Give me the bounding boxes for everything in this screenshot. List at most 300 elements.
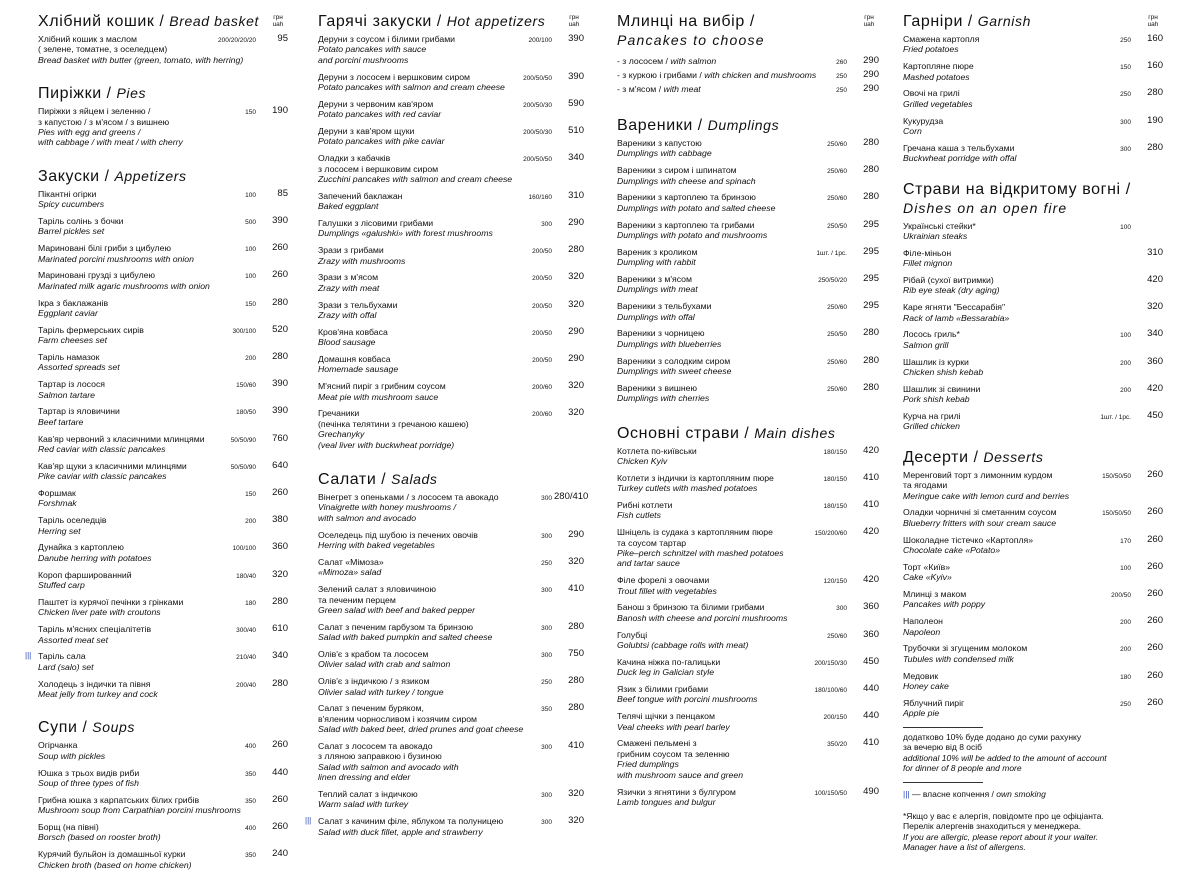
item-name-en: Trout fillet with vegetables xyxy=(617,585,717,596)
item-weight: 300 xyxy=(541,495,552,503)
item-weight: 500 xyxy=(245,219,256,227)
menu-item xyxy=(903,562,1163,583)
menu-item xyxy=(617,787,879,808)
item-weight: 200/60 xyxy=(532,384,552,392)
item-price: 390 xyxy=(272,378,288,390)
item-name: Курячий бульйон із домашньої курки xyxy=(38,849,186,860)
menu-item xyxy=(318,272,584,293)
item-weight: 180/100/60 xyxy=(814,687,847,695)
item-name: Картопляне пюре xyxy=(903,61,974,72)
section-title-uk: Супи xyxy=(38,719,78,737)
item-price: 520 xyxy=(272,323,288,335)
item-name: Таріль оселедців xyxy=(38,515,107,526)
item-weight: 350 xyxy=(245,797,256,805)
item-price: 320 xyxy=(568,787,584,799)
item-name-en: Salad with baked beet, dried prunes and goat cheese xyxy=(318,724,524,735)
item-weight: 180 xyxy=(245,599,256,607)
item-weight: 150 xyxy=(245,300,256,308)
item-name-en: Dumplings with offal xyxy=(617,311,695,322)
section-title xyxy=(617,12,879,50)
item-name: Голубці xyxy=(617,629,648,640)
item-price: 290 xyxy=(568,217,584,229)
menu-item xyxy=(318,99,584,120)
item-name: Українські стейки* xyxy=(903,220,976,231)
item-name-en: Chicken Kyiv xyxy=(617,456,668,467)
item-price: 360 xyxy=(1147,355,1163,367)
item-price: 320 xyxy=(568,380,584,392)
item-price: 490 xyxy=(863,785,879,797)
menu-item xyxy=(903,411,1163,432)
item-list xyxy=(903,470,1163,719)
item-price: 340 xyxy=(568,152,584,164)
item-name-en: Apple pie xyxy=(903,708,940,719)
item-name-en: Assorted spreads set xyxy=(38,362,120,373)
item-name: Вареники з картоплею та грибами xyxy=(617,219,755,230)
menu-item xyxy=(318,789,584,810)
section-title-en: Pancakes to choose xyxy=(617,32,765,48)
item-name-en: Meat jelly from turkey and cock xyxy=(38,688,158,699)
menu-item xyxy=(617,602,879,623)
item-name-en: Meringue cake with lemon curd and berries xyxy=(903,490,1070,501)
menu-item xyxy=(38,352,288,373)
item-list xyxy=(617,446,879,808)
item-name: Огірчанка xyxy=(38,740,78,751)
section-title: Вареники / Dumplings xyxy=(617,117,780,134)
section-title-en: Appetizers xyxy=(114,167,187,184)
item-name: Салат з качиним філе, яблуком та полуницею xyxy=(318,816,504,827)
item-name-en: Potato pancakes with sauce xyxy=(318,44,427,55)
item-weight: 200 xyxy=(1120,619,1131,627)
menu-item xyxy=(318,153,584,184)
item-weight: 300 xyxy=(541,743,552,751)
menu-item xyxy=(318,622,584,643)
item-name-en-line2: with mushroom sauce and green xyxy=(617,769,744,780)
item-name: Салат «Мімоза» xyxy=(318,556,384,567)
item-name-en: Potato pancakes with salmon and cream cheese xyxy=(318,82,505,93)
item-name: Зрази з тельбухами xyxy=(318,299,398,310)
item-price: 260 xyxy=(272,739,288,751)
item-weight: 180/150 xyxy=(823,475,847,483)
item-price: 290 xyxy=(863,83,879,94)
menu-item xyxy=(318,408,584,450)
item-name-en: Eggplant caviar xyxy=(38,308,98,319)
item-name: Деруни з соусом і білими грибами xyxy=(318,34,456,44)
item-weight: 150/50/50 xyxy=(1102,510,1131,518)
item-name: Мариновані грузді з цибулею xyxy=(38,270,156,281)
item-weight: 250 xyxy=(1120,700,1131,708)
menu-item xyxy=(903,88,1163,109)
menu-item xyxy=(38,740,288,761)
own-smoking-mark: ||| xyxy=(903,788,910,799)
item-weight: 200/50 xyxy=(532,329,552,337)
item-price: 420 xyxy=(863,574,879,586)
item-name-en: Grechanyky xyxy=(318,429,365,440)
item-name-en: Salad with salmon and avocado with xyxy=(318,761,459,772)
currency-uk: грн xyxy=(864,14,874,21)
item-name: Зрази з м'ясом xyxy=(318,272,379,283)
menu-item xyxy=(38,795,288,816)
item-price: 360 xyxy=(272,541,288,553)
divider xyxy=(903,782,983,783)
item-name: Вінегрет з опеньками / з лососем та авокадо xyxy=(318,492,499,503)
section-title-uk: Страви на відкритому вогні / xyxy=(903,180,1131,198)
item-weight: 200/50/50 xyxy=(523,74,552,82)
item-name: Салат з лососем та авокадо xyxy=(318,740,433,751)
item-price: 390 xyxy=(272,405,288,417)
item-name-en: Farm cheeses set xyxy=(38,335,108,346)
item-price: 320 xyxy=(1147,301,1163,313)
item-name: Тартар із лосося xyxy=(38,379,105,390)
item-weight: 350/20 xyxy=(827,741,847,749)
item-weight: 200/50/30 xyxy=(523,129,552,137)
item-name-en: Lard (salo) set xyxy=(38,661,94,672)
menu-item xyxy=(38,461,288,482)
item-weight: 180 xyxy=(1120,673,1131,681)
item-price: 390 xyxy=(568,70,584,82)
item-price: 260 xyxy=(1147,615,1163,627)
item-name-en: Potato pancakes with red caviar xyxy=(318,109,442,120)
item-name: Шашлик із курки xyxy=(903,356,969,367)
menu-item xyxy=(38,515,288,536)
item-name: Домашня ковбаса xyxy=(318,354,391,365)
section-pancakes xyxy=(617,12,879,96)
item-name: - з м'ясом / xyxy=(617,84,662,94)
item-name: Трубочки зі згущеним молоком xyxy=(903,643,1028,654)
menu-section xyxy=(617,424,879,808)
item-weight: 1шт. / 1pc. xyxy=(816,249,847,257)
item-name-en: Bread basket with butter (green, tomato, with herring) xyxy=(38,54,244,65)
item-weight: 150 xyxy=(245,491,256,499)
item-weight: 350 xyxy=(245,770,256,778)
menu-item xyxy=(38,597,288,618)
section-title-en: Bread basket xyxy=(169,13,259,29)
menu-item xyxy=(903,248,1163,269)
item-list xyxy=(903,34,1163,164)
menu-item xyxy=(617,220,879,241)
menu-section xyxy=(903,12,1163,164)
item-name: Шашлик зі свинини xyxy=(903,383,981,394)
item-weight: 150/60 xyxy=(236,382,256,390)
item-name-en: Warm salad with turkey xyxy=(318,799,409,810)
item-weight: 250/60 xyxy=(827,168,847,176)
allergy-note-uk-line2: Перелік алергенів знаходиться у менеджера. xyxy=(903,821,1082,832)
item-price: 260 xyxy=(272,269,288,281)
item-weight: 1шт. / 1pc. xyxy=(1100,414,1131,422)
item-name: Юшка з трьох видів риби xyxy=(38,767,140,778)
item-name-en: Beef tartare xyxy=(38,416,84,427)
item-price: 280 xyxy=(863,327,879,339)
item-name: Кукурудза xyxy=(903,115,944,126)
item-weight: 250 xyxy=(836,73,847,80)
item-name: М'ясний пиріг з грибним соусом xyxy=(318,381,446,392)
item-list xyxy=(38,106,288,148)
item-price: 260 xyxy=(1147,506,1163,518)
item-price: 260 xyxy=(1147,468,1163,480)
item-weight: 180/40 xyxy=(236,572,256,580)
item-price: 160 xyxy=(1147,33,1163,44)
item-price: 320 xyxy=(568,815,584,827)
item-name-en: Zrazy with meat xyxy=(318,282,380,293)
menu-item xyxy=(38,406,288,427)
menu-item xyxy=(318,530,584,551)
item-name-en: Baked eggplant xyxy=(318,201,379,212)
menu-item xyxy=(617,192,879,213)
item-name-en: «Mimoza» salad xyxy=(318,567,382,578)
item-weight: 300 xyxy=(541,532,552,540)
section-title-en: Desserts xyxy=(983,448,1044,465)
item-name: Деруни з червоним кав'яром xyxy=(318,98,434,109)
allergy-note-en-line2: Manager have a list of allergens. xyxy=(903,842,1026,853)
item-name: Вареники з вишнею xyxy=(617,382,697,393)
item-name-en: Fried dumplings xyxy=(617,759,679,770)
item-name-en: Dumplings «galushki» with forest mushrooms xyxy=(318,228,493,239)
menu-item xyxy=(903,221,1163,242)
item-price: 410 xyxy=(568,583,584,595)
item-weight: 300 xyxy=(541,651,552,659)
item-name-en: Ukrainian steaks xyxy=(903,231,968,242)
item-name: Грибна юшка з карпатських білих грибів xyxy=(38,794,200,805)
menu-item xyxy=(617,301,879,322)
item-weight: 250/50/20 xyxy=(818,277,847,285)
item-name-line2: та печеним перцем xyxy=(318,594,396,605)
item-weight: 350 xyxy=(541,706,552,714)
item-name-line2: з лляною заправкою і бузиною xyxy=(318,751,442,762)
item-name-en: Zucchini pancakes with salmon and cream cheese xyxy=(318,174,513,185)
item-weight: 250/60 xyxy=(827,195,847,203)
menu-item xyxy=(318,34,584,65)
item-weight: 200/100 xyxy=(528,37,552,44)
section-title-uk: Десерти xyxy=(903,448,969,466)
item-weight: 200/50/30 xyxy=(523,101,552,109)
item-name: Вареники з чорницею xyxy=(617,328,705,339)
item-name: Оладки чорничні зі сметанним соусом xyxy=(903,507,1057,518)
item-name-en-line2: with salmon and avocado xyxy=(318,512,417,523)
menu-item xyxy=(318,741,584,783)
item-name-line2: (печінка телятини з гречаною кашею) xyxy=(318,418,469,429)
menu-item xyxy=(38,106,288,148)
item-weight: 100 xyxy=(245,191,256,199)
item-weight: 300/40 xyxy=(236,627,256,635)
item-price: 310 xyxy=(568,189,584,201)
section-title-uk: Закуски xyxy=(38,167,100,185)
item-price: 450 xyxy=(863,655,879,667)
item-name-en-line2: and porcini mushrooms xyxy=(318,54,409,65)
item-name-en: Herring with baked vegetables xyxy=(318,540,435,551)
item-weight: 200 xyxy=(1120,386,1131,394)
item-weight: 200/50 xyxy=(532,302,552,310)
item-name-en: Dumplings with meat xyxy=(617,284,698,295)
item-name-en: Dumplings with potato and salted cheese xyxy=(617,202,776,213)
menu-item xyxy=(38,325,288,346)
item-weight: 50/50/90 xyxy=(230,436,256,444)
item-name: Таріль сала xyxy=(38,651,86,662)
item-price: 320 xyxy=(568,555,584,567)
item-name-en-line2: with cabbage / with meat / with cherry xyxy=(38,137,183,148)
section-title-en: Dumplings xyxy=(707,117,780,133)
item-name-en: Pancakes with poppy xyxy=(903,599,986,610)
item-price: 420 xyxy=(863,444,879,456)
item-price: 290 xyxy=(568,325,584,337)
item-name: Деруни з лососем і вершковим сиром xyxy=(318,71,470,82)
item-price: 610 xyxy=(272,623,288,635)
divider xyxy=(903,727,983,728)
item-weight: 300 xyxy=(1120,145,1131,153)
item-price: 240 xyxy=(272,848,288,860)
item-name-en: Salmon tartare xyxy=(38,389,95,400)
menu-section xyxy=(903,448,1163,719)
item-name-en: Forshmak xyxy=(38,498,77,509)
menu-item xyxy=(903,507,1163,528)
item-name: Форшмак xyxy=(38,488,76,499)
item-name: Вареники з капустою xyxy=(617,138,702,148)
item-name-en: Chicken broth (based on home chicken) xyxy=(38,859,192,870)
item-price: 450 xyxy=(1147,410,1163,422)
item-weight: 200/150/30 xyxy=(814,659,847,667)
item-name-en: with meat xyxy=(663,84,701,94)
menu-item xyxy=(318,300,584,321)
menu-item xyxy=(38,34,288,65)
menu-item xyxy=(617,684,879,705)
menu-section xyxy=(617,116,879,404)
item-weight: 250 xyxy=(1120,37,1131,44)
item-weight: 100 xyxy=(245,273,256,281)
item-weight: 200 xyxy=(1120,646,1131,654)
item-price: 295 xyxy=(863,245,879,257)
menu-item xyxy=(903,616,1163,637)
item-weight: 300 xyxy=(541,221,552,229)
menu-item xyxy=(25,650,288,672)
menu-item xyxy=(318,584,584,615)
service-note-uk: додатково 10% буде додано до суми рахунку xyxy=(903,731,1082,742)
item-name: Вареники з тельбухами xyxy=(617,301,712,312)
item-name: Деруни з кав'яром щуки xyxy=(318,126,415,137)
menu-column-4 xyxy=(903,12,1163,853)
section-title-en: Main dishes xyxy=(754,424,836,441)
menu-item xyxy=(38,189,288,210)
item-name-en: Fish cutlets xyxy=(617,510,661,521)
item-weight: 300 xyxy=(541,791,552,799)
item-price: 295 xyxy=(863,273,879,285)
item-name-en: Red caviar with classic pancakes xyxy=(38,444,166,455)
item-name: Банош з бринзою та білими грибами xyxy=(617,602,765,613)
menu-item xyxy=(617,274,879,295)
item-name: Котлета по-київськи xyxy=(617,445,697,456)
item-weight: 210/40 xyxy=(236,654,256,662)
item-price: 280/410 xyxy=(554,491,589,503)
menu-item xyxy=(617,446,879,467)
menu-item xyxy=(903,535,1163,556)
section-title-uk: Гарячі закуски xyxy=(318,13,432,30)
item-weight: 300 xyxy=(541,624,552,632)
item-price: 260 xyxy=(272,487,288,499)
item-name-en: Salad with baked pumpkin and salted cheese xyxy=(318,632,493,643)
item-name: Курча на грилі xyxy=(903,411,961,422)
item-price: 590 xyxy=(568,97,584,109)
item-price: 340 xyxy=(272,650,288,662)
own-smoking-text-en: own smoking xyxy=(996,788,1046,799)
item-price: 280 xyxy=(1147,87,1163,99)
menu-item xyxy=(903,589,1163,610)
menu-item xyxy=(38,379,288,400)
item-weight: 250 xyxy=(1120,91,1131,99)
menu-item xyxy=(903,384,1163,405)
item-weight: 200/20/20/20 xyxy=(218,37,256,44)
item-name: Смажена картопля xyxy=(903,34,980,44)
item-name-en-line2: and tartar sauce xyxy=(617,558,680,569)
menu-item xyxy=(617,527,879,569)
item-name-line2: та соусом тартар xyxy=(617,537,687,548)
item-weight: 100 xyxy=(1120,223,1131,231)
menu-section xyxy=(38,12,288,65)
menu-item xyxy=(617,473,879,494)
menu-item xyxy=(903,275,1163,296)
own-smoking-mark: ||| xyxy=(305,816,312,826)
item-name: Зрази з грибами xyxy=(318,245,384,256)
menu-section xyxy=(38,84,288,148)
item-name-en: Golubtsi (cabbage rolls with meat) xyxy=(617,640,749,651)
item-name-en: Soup of three types of fish xyxy=(38,777,139,788)
item-weight: 100/100 xyxy=(232,545,256,553)
section-title-uk: Млинці на вибір / xyxy=(617,13,755,30)
menu-item xyxy=(318,191,584,212)
item-name-en: Mushroom soup from Carpathian porcini mushrooms xyxy=(38,805,241,816)
item-price: 280 xyxy=(1147,141,1163,153)
currency-label xyxy=(1143,14,1163,28)
item-price: 280 xyxy=(863,191,879,203)
item-name: Шоколадне тістечко «Картопля» xyxy=(903,534,1034,545)
item-price: 410 xyxy=(568,739,584,751)
item-price: 280 xyxy=(863,354,879,366)
item-name-en: Buckwheat porridge with offal xyxy=(903,153,1017,164)
menu-item xyxy=(903,470,1163,501)
item-name: Вареники з сиром і шпинатом xyxy=(617,165,737,176)
section-title: Гарніри / Garnish xyxy=(903,13,1031,30)
item-name: Галушки з лісовими грибами xyxy=(318,218,434,229)
menu-item xyxy=(318,649,584,670)
item-name-line2: ( зелене, томатне, з оселедцем) xyxy=(38,44,168,55)
item-name-en: Tubules with condensed milk xyxy=(903,653,1014,664)
item-name: Кав'яр червоний з класичними млинцями xyxy=(38,433,205,444)
item-name: Таріль фермерських сирів xyxy=(38,324,144,335)
item-name-en: Dumplings with cabbage xyxy=(617,148,712,159)
item-price: 640 xyxy=(272,459,288,471)
menu-item xyxy=(617,165,879,186)
item-weight: 200 xyxy=(245,355,256,363)
currency-uk: грн xyxy=(273,14,283,21)
item-price: 280 xyxy=(863,137,879,148)
item-name: Кров'яна ковбаса xyxy=(318,326,388,337)
item-name: Кав'яр щуки з класичними млинцями xyxy=(38,460,187,471)
item-name-en: Zrazy with mushrooms xyxy=(318,255,406,266)
menu-item xyxy=(318,381,584,402)
item-name: Оладки з кабачків xyxy=(318,153,391,164)
item-price: 380 xyxy=(272,514,288,526)
item-name-en: Turkey cutlets with mashed potatoes xyxy=(617,483,758,494)
item-weight: 170 xyxy=(1120,537,1131,545)
menu-item xyxy=(903,116,1163,137)
menu-item xyxy=(903,329,1163,350)
menu-item xyxy=(38,768,288,789)
item-name-en: Chocolate cake «Potato» xyxy=(903,545,1001,556)
item-name-en: Olivier salad with turkey / tongue xyxy=(318,686,444,697)
allergy-note-en: If you are allergic, please report about it your waiter. xyxy=(903,831,1099,842)
item-name: Рибні котлети xyxy=(617,500,673,511)
item-name-en: Salmon grill xyxy=(903,339,949,350)
item-name: Короп фаршированний xyxy=(38,569,132,580)
item-price: 290 xyxy=(863,55,879,66)
item-weight: 100 xyxy=(1120,564,1131,572)
item-name-en: Danube herring with potatoes xyxy=(38,552,152,563)
